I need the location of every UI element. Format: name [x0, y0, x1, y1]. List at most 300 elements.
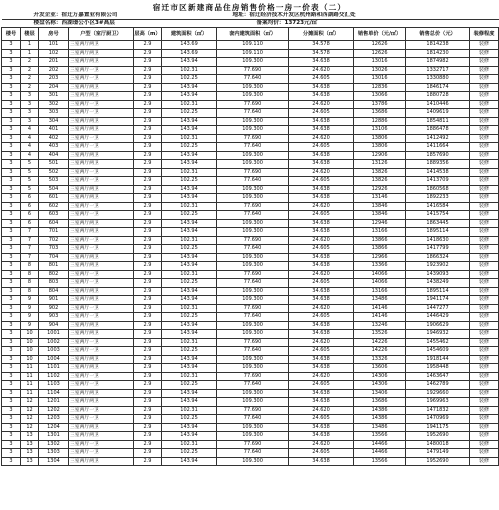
layout-cell: 三室两厅一卫: [69, 66, 134, 75]
gross-area-cell: 143.94: [162, 364, 217, 373]
table-row: [2, 372, 499, 381]
table-row: [2, 415, 499, 424]
total-price-cell: 1952690: [406, 432, 470, 441]
shared-area-cell: 34.578: [289, 41, 354, 50]
gross-area-cell: 143.94: [162, 355, 217, 364]
total-price-cell: 1455462: [406, 338, 470, 347]
unit-price-cell: 12886: [354, 117, 406, 126]
shared-area-cell: 24.620: [289, 406, 354, 415]
unit-price-cell: 12836: [354, 83, 406, 92]
table-row: [2, 83, 499, 92]
room-number-cell: 503: [39, 177, 69, 186]
interior-area-cell: 109.300: [217, 355, 289, 364]
layout-cell: 三室两厅一卫: [69, 75, 134, 84]
unit-price-cell: 13846: [354, 211, 406, 220]
header-gross-area: 建筑面积（㎡）: [162, 28, 217, 41]
room-number-cell: 201: [39, 58, 69, 67]
header-unit-price: 销售单价（元/㎡）: [354, 28, 406, 41]
table-row: [2, 270, 499, 279]
unit-price-cell: 12926: [354, 185, 406, 194]
floor-cell: 12: [21, 415, 39, 424]
building-cell: 3: [2, 177, 21, 186]
gross-area-cell: 102.31: [162, 100, 217, 109]
gross-area-cell: 143.94: [162, 287, 217, 296]
layout-cell: 三室两厅一卫: [69, 211, 134, 220]
decoration-cell: 装修: [470, 92, 499, 101]
decoration-cell: 装修: [470, 415, 499, 424]
layout-cell: 三室两厅一卫: [69, 109, 134, 118]
unit-price-cell: 13166: [354, 287, 406, 296]
gross-area-cell: 143.94: [162, 389, 217, 398]
unit-price-cell: 13016: [354, 58, 406, 67]
shared-area-cell: 34.578: [289, 49, 354, 58]
interior-area-cell: 77.640: [217, 211, 289, 220]
gross-area-cell: 143.94: [162, 457, 217, 466]
interior-area-cell: 77.640: [217, 415, 289, 424]
table-row: [2, 202, 499, 211]
building-cell: 3: [2, 279, 21, 288]
layout-cell: 三室两厅一卫: [69, 381, 134, 390]
document-page: [1, 3, 498, 466]
layout-cell: 三室两厅一卫: [69, 338, 134, 347]
shared-area-cell: 34.638: [289, 287, 354, 296]
total-price-cell: 1454609: [406, 347, 470, 356]
total-price-cell: 1941175: [406, 423, 470, 432]
room-number-cell: 1302: [39, 440, 69, 449]
table-row: [2, 330, 499, 339]
building-cell: 3: [2, 287, 21, 296]
floor-cell: 2: [21, 75, 39, 84]
unit-price-cell: 13126: [354, 160, 406, 169]
shared-area-cell: 24.605: [289, 75, 354, 84]
room-number-cell: 601: [39, 194, 69, 203]
header-interior-area: 套内建筑面积（㎡）: [217, 28, 289, 41]
unit-price-cell: 13606: [354, 364, 406, 373]
floor-cell: 3: [21, 92, 39, 101]
floor-cell: 9: [21, 296, 39, 305]
floor-height-cell: 2.9: [134, 49, 162, 58]
building-cell: 3: [2, 253, 21, 262]
room-number-cell: 101: [39, 41, 69, 50]
table-row: [2, 262, 499, 271]
room-number-cell: 1103: [39, 381, 69, 390]
table-row: [2, 211, 499, 220]
floor-height-cell: 2.9: [134, 117, 162, 126]
layout-cell: 三室两厅两卫: [69, 58, 134, 67]
interior-area-cell: 109.300: [217, 83, 289, 92]
table-row: [2, 92, 499, 101]
decoration-cell: 装修: [470, 262, 499, 271]
unit-price-cell: 13866: [354, 245, 406, 254]
room-number-cell: 301: [39, 92, 69, 101]
floor-cell: 6: [21, 194, 39, 203]
header-decoration: 装修程度: [470, 28, 499, 41]
room-number-cell: 401: [39, 126, 69, 135]
layout-cell: 三室两厅一卫: [69, 415, 134, 424]
unit-price-cell: 13486: [354, 423, 406, 432]
gross-area-cell: 143.94: [162, 262, 217, 271]
floor-cell: 4: [21, 151, 39, 160]
building-cell: 3: [2, 41, 21, 50]
shared-area-cell: 24.620: [289, 134, 354, 143]
floor-height-cell: 2.9: [134, 270, 162, 279]
unit-price-cell: 14386: [354, 406, 406, 415]
room-number-cell: 1004: [39, 355, 69, 364]
layout-cell: 三室两厅两卫: [69, 321, 134, 330]
layout-cell: 三室两厅一卫: [69, 236, 134, 245]
floor-height-cell: 2.9: [134, 219, 162, 228]
shared-area-cell: 34.638: [289, 355, 354, 364]
table-row: [2, 389, 499, 398]
room-number-cell: 804: [39, 287, 69, 296]
interior-area-cell: 109.300: [217, 262, 289, 271]
decoration-cell: 装修: [470, 160, 499, 169]
layout-cell: 三室两厅两卫: [69, 389, 134, 398]
table-row: [2, 219, 499, 228]
layout-cell: 三室两厅一卫: [69, 347, 134, 356]
interior-area-cell: 109.300: [217, 194, 289, 203]
header-layout: 户型（室厅厨卫）: [69, 28, 134, 41]
shared-area-cell: 24.605: [289, 313, 354, 322]
total-price-cell: 1929660: [406, 389, 470, 398]
table-row: [2, 143, 499, 152]
floor-cell: 8: [21, 287, 39, 296]
total-price-cell: 1462789: [406, 381, 470, 390]
floor-height-cell: 2.9: [134, 457, 162, 466]
layout-cell: 三室两厅两卫: [69, 83, 134, 92]
layout-cell: 三室两厅两卫: [69, 432, 134, 441]
building-cell: 3: [2, 117, 21, 126]
floor-height-cell: 2.9: [134, 347, 162, 356]
total-price-cell: 1413709: [406, 177, 470, 186]
interior-area-cell: 77.640: [217, 177, 289, 186]
floor-height-cell: 2.9: [134, 330, 162, 339]
table-row: [2, 75, 499, 84]
decoration-cell: 装修: [470, 219, 499, 228]
layout-cell: 三室两厅一卫: [69, 168, 134, 177]
interior-area-cell: 77.690: [217, 338, 289, 347]
floor-cell: 6: [21, 202, 39, 211]
room-number-cell: 904: [39, 321, 69, 330]
total-price-cell: 1417799: [406, 245, 470, 254]
floor-height-cell: 2.9: [134, 372, 162, 381]
shared-area-cell: 24.605: [289, 279, 354, 288]
floor-cell: 12: [21, 406, 39, 415]
shared-area-cell: 34.638: [289, 253, 354, 262]
floor-height-cell: 2.9: [134, 236, 162, 245]
floor-cell: 7: [21, 245, 39, 254]
room-number-cell: 1104: [39, 389, 69, 398]
layout-cell: 三室两厅两卫: [69, 126, 134, 135]
table-row: [2, 347, 499, 356]
gross-area-cell: 143.94: [162, 219, 217, 228]
shared-area-cell: 34.638: [289, 219, 354, 228]
table-row: [2, 313, 499, 322]
floor-height-cell: 2.9: [134, 321, 162, 330]
gross-area-cell: 102.31: [162, 372, 217, 381]
gross-area-cell: 143.94: [162, 194, 217, 203]
floor-height-cell: 2.9: [134, 228, 162, 237]
layout-cell: 三室两厅两卫: [69, 423, 134, 432]
floor-height-cell: 2.9: [134, 202, 162, 211]
floor-cell: 13: [21, 432, 39, 441]
layout-cell: 三室两厅一卫: [69, 449, 134, 458]
unit-price-cell: 13846: [354, 202, 406, 211]
floor-height-cell: 2.9: [134, 432, 162, 441]
unit-price-cell: 14146: [354, 304, 406, 313]
gross-area-cell: 143.94: [162, 330, 217, 339]
table-row: [2, 151, 499, 160]
layout-cell: 三室两厅两卫: [69, 287, 134, 296]
decoration-cell: 装修: [470, 151, 499, 160]
total-price-cell: 1418630: [406, 236, 470, 245]
floor-height-cell: 2.9: [134, 245, 162, 254]
room-number-cell: 902: [39, 304, 69, 313]
floor-height-cell: 2.9: [134, 287, 162, 296]
layout-cell: 三室两厅两卫: [69, 228, 134, 237]
header-row: [2, 28, 499, 41]
floor-cell: 3: [21, 109, 39, 118]
floor-cell: 2: [21, 83, 39, 92]
room-number-cell: 602: [39, 202, 69, 211]
shared-area-cell: 24.605: [289, 449, 354, 458]
table-row: [2, 236, 499, 245]
interior-area-cell: 109.300: [217, 253, 289, 262]
total-price-cell: 1895114: [406, 228, 470, 237]
floor-height-cell: 2.9: [134, 440, 162, 449]
floor-cell: 5: [21, 185, 39, 194]
floor-height-cell: 2.9: [134, 355, 162, 364]
shared-area-cell: 24.620: [289, 372, 354, 381]
interior-area-cell: 77.640: [217, 381, 289, 390]
building-cell: 3: [2, 381, 21, 390]
floor-height-cell: 2.9: [134, 338, 162, 347]
unit-price-cell: 13686: [354, 109, 406, 118]
decoration-cell: 装修: [470, 449, 499, 458]
shared-area-cell: 34.638: [289, 457, 354, 466]
floor-cell: 2: [21, 66, 39, 75]
total-price-cell: 1969963: [406, 398, 470, 407]
total-price-cell: 1438249: [406, 279, 470, 288]
gross-area-cell: 102.25: [162, 279, 217, 288]
room-number-cell: 403: [39, 143, 69, 152]
gross-area-cell: 102.31: [162, 338, 217, 347]
table-row: [2, 287, 499, 296]
unit-price-cell: 14226: [354, 338, 406, 347]
gross-area-cell: 102.25: [162, 109, 217, 118]
table-row: [2, 364, 499, 373]
layout-cell: 三室两厅两卫: [69, 151, 134, 160]
developer-row: [2, 12, 499, 20]
floor-cell: 2: [21, 58, 39, 67]
shared-area-cell: 24.620: [289, 236, 354, 245]
layout-cell: 三室两厅两卫: [69, 49, 134, 58]
total-price-cell: 1471832: [406, 406, 470, 415]
table-row: [2, 440, 499, 449]
gross-area-cell: 102.31: [162, 202, 217, 211]
gross-area-cell: 143.94: [162, 58, 217, 67]
shared-area-cell: 34.638: [289, 117, 354, 126]
decoration-cell: 装修: [470, 304, 499, 313]
layout-cell: 三室两厅一卫: [69, 406, 134, 415]
unit-price-cell: 12946: [354, 219, 406, 228]
decoration-cell: 装修: [470, 313, 499, 322]
building-cell: 3: [2, 347, 21, 356]
shared-area-cell: 34.638: [289, 126, 354, 135]
building-cell: 3: [2, 211, 21, 220]
building-cell: 3: [2, 160, 21, 169]
building-cell: 3: [2, 66, 21, 75]
total-price-cell: 1941174: [406, 296, 470, 305]
floor-height-cell: 2.9: [134, 449, 162, 458]
room-number-cell: 402: [39, 134, 69, 143]
total-price-cell: 1814230: [406, 49, 470, 58]
shared-area-cell: 34.638: [289, 92, 354, 101]
shared-area-cell: 34.638: [289, 185, 354, 194]
total-price-cell: 1892233: [406, 194, 470, 203]
unit-price-cell: 13566: [354, 457, 406, 466]
decoration-cell: 装修: [470, 457, 499, 466]
table-row: [2, 168, 499, 177]
gross-area-cell: 143.94: [162, 83, 217, 92]
room-number-cell: 603: [39, 211, 69, 220]
building-cell: 3: [2, 236, 21, 245]
floor-cell: 3: [21, 117, 39, 126]
gross-area-cell: 102.25: [162, 381, 217, 390]
shared-area-cell: 34.638: [289, 364, 354, 373]
shared-area-cell: 34.638: [289, 296, 354, 305]
building-cell: 3: [2, 143, 21, 152]
decoration-cell: 装修: [470, 253, 499, 262]
room-number-cell: 404: [39, 151, 69, 160]
gross-area-cell: 102.25: [162, 211, 217, 220]
shared-area-cell: 24.620: [289, 304, 354, 313]
gross-area-cell: 102.31: [162, 270, 217, 279]
floor-height-cell: 2.9: [134, 194, 162, 203]
shared-area-cell: 34.638: [289, 389, 354, 398]
room-number-cell: 1002: [39, 338, 69, 347]
decoration-cell: 装修: [470, 185, 499, 194]
interior-area-cell: 77.690: [217, 440, 289, 449]
layout-cell: 三室两厅一卫: [69, 134, 134, 143]
building-cell: 3: [2, 321, 21, 330]
gross-area-cell: 143.94: [162, 117, 217, 126]
interior-area-cell: 77.690: [217, 236, 289, 245]
table-row: [2, 66, 499, 75]
interior-area-cell: 109.300: [217, 364, 289, 373]
total-price-cell: 1414538: [406, 168, 470, 177]
total-price-cell: 1958448: [406, 364, 470, 373]
header-floor: 楼层: [21, 28, 39, 41]
total-price-cell: 1846174: [406, 83, 470, 92]
decoration-cell: 装修: [470, 406, 499, 415]
layout-cell: 三室两厅两卫: [69, 117, 134, 126]
unit-price-cell: 14066: [354, 270, 406, 279]
building-cell: 3: [2, 432, 21, 441]
decoration-cell: 装修: [470, 338, 499, 347]
interior-area-cell: 109.300: [217, 117, 289, 126]
layout-cell: 三室两厅一卫: [69, 143, 134, 152]
table-row: [2, 279, 499, 288]
room-number-cell: 1201: [39, 398, 69, 407]
shared-area-cell: 34.638: [289, 330, 354, 339]
shared-area-cell: 24.605: [289, 177, 354, 186]
total-price-cell: 1416584: [406, 202, 470, 211]
floor-cell: 1: [21, 49, 39, 58]
building-cell: 3: [2, 262, 21, 271]
unit-price-cell: 13026: [354, 66, 406, 75]
interior-area-cell: 109.110: [217, 49, 289, 58]
floor-cell: 6: [21, 219, 39, 228]
layout-cell: 三室两厅两卫: [69, 355, 134, 364]
unit-price-cell: 14386: [354, 415, 406, 424]
decoration-cell: 装修: [470, 423, 499, 432]
gross-area-cell: 102.25: [162, 415, 217, 424]
gross-area-cell: 102.25: [162, 75, 217, 84]
gross-area-cell: 102.31: [162, 406, 217, 415]
total-price-cell: 1411664: [406, 143, 470, 152]
room-number-cell: 1202: [39, 406, 69, 415]
floor-height-cell: 2.9: [134, 109, 162, 118]
total-price-cell: 1470969: [406, 415, 470, 424]
document-title: 宿迁市区新建商品住房销售价格一房一价表（二）: [152, 3, 347, 12]
building-cell: 3: [2, 338, 21, 347]
decoration-cell: 装修: [470, 389, 499, 398]
room-number-cell: 1204: [39, 423, 69, 432]
table-row: [2, 228, 499, 237]
decoration-cell: 装修: [470, 117, 499, 126]
total-price-cell: 1889356: [406, 160, 470, 169]
unit-price-cell: 14226: [354, 347, 406, 356]
gross-area-cell: 143.69: [162, 49, 217, 58]
interior-area-cell: 77.640: [217, 245, 289, 254]
shared-area-cell: 24.620: [289, 338, 354, 347]
table-row: [2, 449, 499, 458]
total-price-cell: 1409619: [406, 109, 470, 118]
floor-cell: 10: [21, 347, 39, 356]
table-row: [2, 160, 499, 169]
building-cell: 3: [2, 457, 21, 466]
shared-area-cell: 34.638: [289, 58, 354, 67]
floor-cell: 9: [21, 321, 39, 330]
unit-price-cell: 13366: [354, 262, 406, 271]
building-cell: 3: [2, 415, 21, 424]
layout-cell: 三室两厅两卫: [69, 364, 134, 373]
room-number-cell: 801: [39, 262, 69, 271]
building-cell: 3: [2, 151, 21, 160]
shared-area-cell: 24.605: [289, 109, 354, 118]
decoration-cell: 装修: [470, 202, 499, 211]
floor-height-cell: 2.9: [134, 296, 162, 305]
floor-height-cell: 2.9: [134, 100, 162, 109]
room-number-cell: 304: [39, 117, 69, 126]
floor-height-cell: 2.9: [134, 75, 162, 84]
layout-cell: 三室两厅一卫: [69, 279, 134, 288]
table-row: [2, 432, 499, 441]
layout-cell: 三室两厅一卫: [69, 372, 134, 381]
decoration-cell: 装修: [470, 381, 499, 390]
floor-cell: 10: [21, 330, 39, 339]
decoration-cell: 装修: [470, 41, 499, 50]
floor-height-cell: 2.9: [134, 151, 162, 160]
building-cell: 3: [2, 313, 21, 322]
total-price-cell: 1463647: [406, 372, 470, 381]
floor-cell: 11: [21, 389, 39, 398]
shared-area-cell: 24.605: [289, 211, 354, 220]
shared-area-cell: 24.620: [289, 270, 354, 279]
floor-cell: 13: [21, 440, 39, 449]
floor-cell: 5: [21, 168, 39, 177]
